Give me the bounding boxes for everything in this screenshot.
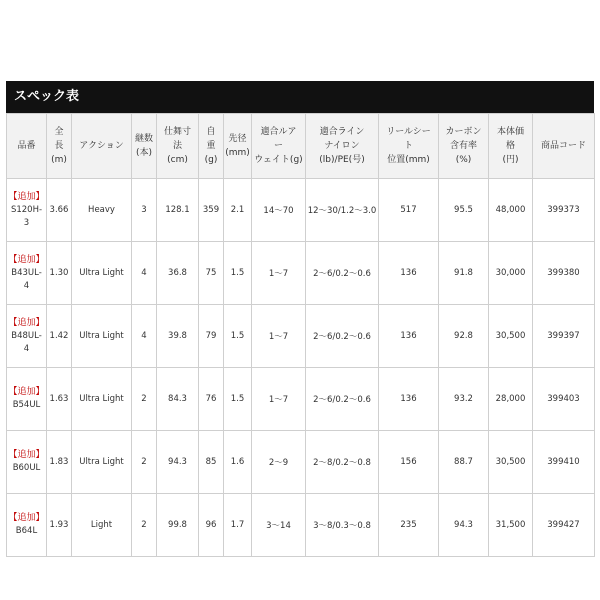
column-header-line: 商品コード bbox=[540, 141, 586, 151]
column-header bbox=[379, 114, 439, 179]
cell-lure: 1〜7 bbox=[252, 368, 306, 431]
column-header-line: 重 bbox=[206, 141, 216, 151]
cell-tip: 1.5 bbox=[224, 305, 252, 368]
added-badge: 【追加】 bbox=[8, 513, 45, 523]
cell-length: 1.93 bbox=[47, 494, 72, 557]
column-header-line: 仕舞寸 bbox=[163, 127, 191, 137]
cell-carbon: 88.7 bbox=[439, 431, 489, 494]
added-badge: 【追加】 bbox=[8, 317, 45, 328]
column-header-line: (本) bbox=[135, 148, 153, 158]
cell-action: Light bbox=[72, 494, 132, 557]
cell-reel: 156 bbox=[379, 431, 439, 494]
column-header-line: (g) bbox=[204, 155, 218, 165]
cell-action: Ultra Light bbox=[72, 368, 132, 431]
column-header-line: (mm) bbox=[225, 148, 250, 158]
cell-line: 2〜6/0.2〜0.6 bbox=[306, 242, 379, 305]
column-header-line: 位置(mm) bbox=[387, 155, 430, 165]
column-header bbox=[7, 114, 47, 179]
model-cell bbox=[7, 242, 47, 305]
cell-reel: 136 bbox=[379, 368, 439, 431]
cell-closed: 94.3 bbox=[157, 431, 199, 494]
column-header-line: 先径 bbox=[228, 134, 247, 144]
model-code: B60UL bbox=[12, 463, 41, 473]
column-header-line: 適合ライン bbox=[319, 127, 365, 137]
cell-price: 30,500 bbox=[489, 305, 533, 368]
column-header-line: 格 bbox=[505, 141, 515, 151]
column-header-line: 本体価 bbox=[496, 127, 524, 137]
cell-weight: 96 bbox=[199, 494, 224, 557]
model-code: 4 bbox=[23, 343, 30, 354]
column-header-line: カーボン bbox=[445, 127, 482, 137]
model-code: B64L bbox=[15, 526, 38, 536]
cell-pieces: 2 bbox=[132, 494, 157, 557]
cell-price: 31,500 bbox=[489, 494, 533, 557]
spec-table bbox=[6, 113, 595, 557]
header-row bbox=[7, 114, 595, 179]
model-cell bbox=[7, 368, 47, 431]
cell-closed: 128.1 bbox=[157, 179, 199, 242]
model-code: S120H- bbox=[10, 204, 43, 215]
cell-line: 3〜8/0.3〜0.8 bbox=[306, 494, 379, 557]
column-header bbox=[132, 114, 157, 179]
cell-product: 399397 bbox=[533, 305, 595, 368]
cell-reel: 136 bbox=[379, 305, 439, 368]
cell-price: 48,000 bbox=[489, 179, 533, 242]
column-header-line: 法 bbox=[172, 141, 182, 151]
model-code: 4 bbox=[23, 280, 30, 291]
model-cell bbox=[7, 431, 47, 494]
column-header-line: 自 bbox=[206, 127, 216, 137]
model-cell bbox=[7, 305, 47, 368]
column-header-line: ナイロン bbox=[324, 141, 360, 151]
column-header-line: (cm) bbox=[167, 155, 188, 165]
cell-carbon: 91.8 bbox=[439, 242, 489, 305]
column-header bbox=[533, 114, 595, 179]
cell-reel: 235 bbox=[379, 494, 439, 557]
cell-price: 30,000 bbox=[489, 242, 533, 305]
cell-carbon: 95.5 bbox=[439, 179, 489, 242]
cell-tip: 2.1 bbox=[224, 179, 252, 242]
cell-tip: 1.6 bbox=[224, 431, 252, 494]
cell-line: 12〜30/1.2〜3.0 bbox=[306, 179, 379, 242]
cell-closed: 99.8 bbox=[157, 494, 199, 557]
cell-weight: 75 bbox=[199, 242, 224, 305]
column-header-line: 含有率 bbox=[449, 141, 477, 151]
cell-length: 1.42 bbox=[47, 305, 72, 368]
table-row bbox=[7, 242, 595, 305]
table-body bbox=[7, 179, 595, 557]
column-header-line: ト bbox=[403, 141, 413, 151]
model-code: B43UL- bbox=[11, 267, 42, 278]
cell-price: 30,500 bbox=[489, 431, 533, 494]
column-header-line: (円) bbox=[502, 155, 519, 165]
column-header bbox=[306, 114, 379, 179]
cell-length: 1.63 bbox=[47, 368, 72, 431]
model-code: B48UL- bbox=[11, 330, 42, 341]
column-header bbox=[489, 114, 533, 179]
table-row bbox=[7, 305, 595, 368]
cell-lure: 1〜7 bbox=[252, 242, 306, 305]
cell-line: 2〜6/0.2〜0.6 bbox=[306, 305, 379, 368]
cell-closed: 84.3 bbox=[157, 368, 199, 431]
table-row bbox=[7, 431, 595, 494]
column-header-line: リールシー bbox=[386, 127, 431, 137]
cell-tip: 1.7 bbox=[224, 494, 252, 557]
column-header-line: 全 bbox=[54, 127, 64, 137]
table-row bbox=[7, 179, 595, 242]
cell-action: Ultra Light bbox=[72, 242, 132, 305]
model-code: 3 bbox=[23, 217, 30, 228]
cell-lure: 14〜70 bbox=[252, 179, 306, 242]
cell-lure: 2〜9 bbox=[252, 431, 306, 494]
column-header-line: (%) bbox=[455, 155, 472, 165]
cell-product: 399380 bbox=[533, 242, 595, 305]
column-header bbox=[252, 114, 306, 179]
table-row bbox=[7, 368, 595, 431]
column-header bbox=[439, 114, 489, 179]
column-header bbox=[224, 114, 252, 179]
cell-product: 399427 bbox=[533, 494, 595, 557]
cell-tip: 1.5 bbox=[224, 242, 252, 305]
cell-weight: 85 bbox=[199, 431, 224, 494]
spec-table-title: スペック表 bbox=[6, 81, 594, 113]
column-header bbox=[199, 114, 224, 179]
table-row bbox=[7, 494, 595, 557]
added-badge: 【追加】 bbox=[8, 191, 45, 202]
cell-closed: 36.8 bbox=[157, 242, 199, 305]
model-code: B54UL bbox=[12, 400, 41, 410]
cell-product: 399410 bbox=[533, 431, 595, 494]
column-header-line: (lb)/PE(号) bbox=[319, 155, 365, 165]
cell-lure: 3〜14 bbox=[252, 494, 306, 557]
column-header bbox=[47, 114, 72, 179]
column-header-line: 品番 bbox=[17, 141, 36, 151]
column-header bbox=[157, 114, 199, 179]
model-cell bbox=[7, 494, 47, 557]
cell-weight: 76 bbox=[199, 368, 224, 431]
column-header-line: (m) bbox=[51, 155, 67, 165]
cell-action: Ultra Light bbox=[72, 431, 132, 494]
cell-action: Ultra Light bbox=[72, 305, 132, 368]
spec-panel bbox=[6, 81, 594, 557]
column-header-line: 適合ルア bbox=[260, 127, 297, 137]
cell-pieces: 2 bbox=[132, 431, 157, 494]
cell-length: 3.66 bbox=[47, 179, 72, 242]
cell-lure: 1〜7 bbox=[252, 305, 306, 368]
cell-product: 399403 bbox=[533, 368, 595, 431]
cell-product: 399373 bbox=[533, 179, 595, 242]
column-header bbox=[72, 114, 132, 179]
cell-line: 2〜8/0.2〜0.8 bbox=[306, 431, 379, 494]
added-badge: 【追加】 bbox=[8, 254, 45, 265]
cell-pieces: 4 bbox=[132, 242, 157, 305]
cell-pieces: 3 bbox=[132, 179, 157, 242]
cell-tip: 1.5 bbox=[224, 368, 252, 431]
cell-length: 1.30 bbox=[47, 242, 72, 305]
cell-action: Heavy bbox=[72, 179, 132, 242]
cell-pieces: 4 bbox=[132, 305, 157, 368]
cell-carbon: 93.2 bbox=[439, 368, 489, 431]
cell-reel: 517 bbox=[379, 179, 439, 242]
cell-closed: 39.8 bbox=[157, 305, 199, 368]
column-header-line: 継数 bbox=[134, 134, 153, 144]
column-header-line: ー bbox=[273, 141, 283, 151]
cell-carbon: 92.8 bbox=[439, 305, 489, 368]
cell-pieces: 2 bbox=[132, 368, 157, 431]
cell-weight: 359 bbox=[199, 179, 224, 242]
cell-carbon: 94.3 bbox=[439, 494, 489, 557]
column-header-line: ウェイト(g) bbox=[254, 155, 303, 165]
cell-price: 28,000 bbox=[489, 368, 533, 431]
added-badge: 【追加】 bbox=[8, 450, 45, 460]
cell-reel: 136 bbox=[379, 242, 439, 305]
cell-length: 1.83 bbox=[47, 431, 72, 494]
column-header-line: 長 bbox=[54, 141, 64, 151]
cell-weight: 79 bbox=[199, 305, 224, 368]
cell-line: 2〜6/0.2〜0.6 bbox=[306, 368, 379, 431]
added-badge: 【追加】 bbox=[8, 387, 45, 397]
model-cell bbox=[7, 179, 47, 242]
column-header-line: アクション bbox=[79, 141, 124, 151]
